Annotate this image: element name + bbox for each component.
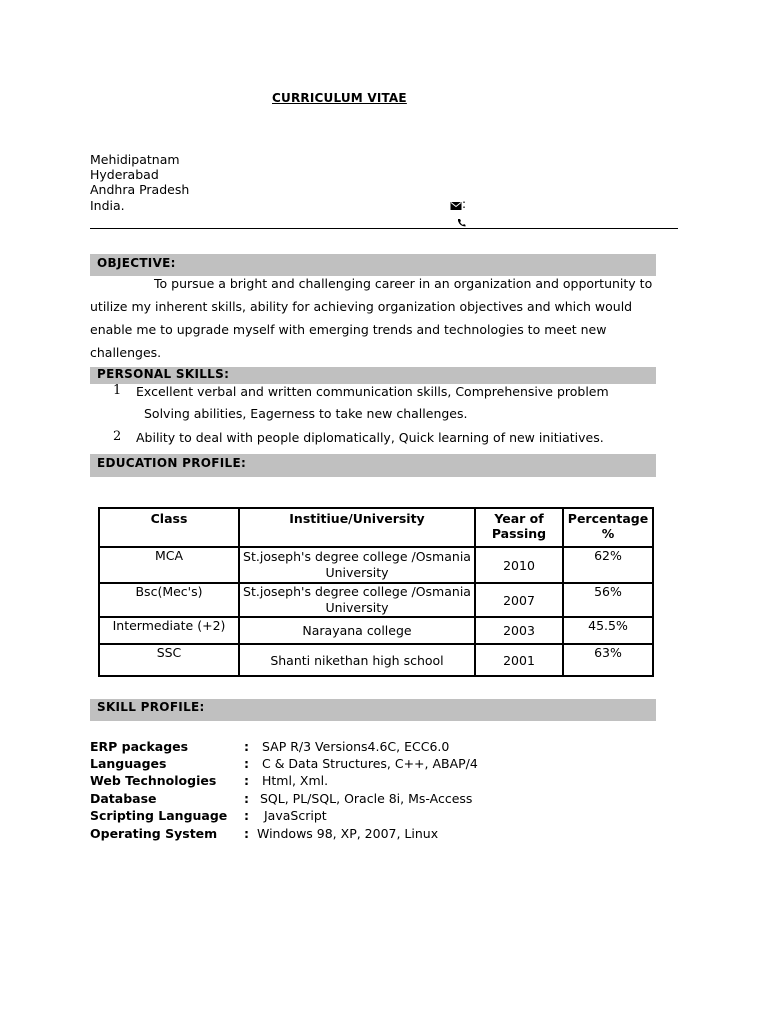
cell-institute: St.joseph's degree college /Osmania University: [239, 547, 475, 583]
column-header-year: Year of Passing: [475, 508, 563, 547]
education-heading-bar: [90, 454, 656, 477]
skill-value: Html, Xml.: [262, 773, 329, 788]
address-line-1: Mehidipatnam: [90, 152, 180, 167]
objective-line-1: To pursue a bright and challenging career in an organization and opportunity to: [154, 276, 653, 291]
address-line-4: India.: [90, 198, 125, 213]
objective-line-2: utilize my inherent skills, ability for achieving organization objectives and which would: [90, 299, 633, 314]
skill-value: SAP R/3 Versions4.6C, ECC6.0: [262, 739, 450, 754]
list-number: 2: [113, 429, 122, 444]
skill-label: Database: [90, 791, 157, 806]
skill-item-1-line-2: Solving abilities, Eagerness to take new challenges.: [144, 406, 468, 421]
skill-profile-heading-bar: [90, 699, 656, 721]
column-header-percentage: Percentage %: [563, 508, 653, 547]
cell-institute: Shanti nikethan high school: [239, 644, 475, 676]
cell-institute: St.joseph's degree college /Osmania University: [239, 583, 475, 617]
skill-item-2-line-1: Ability to deal with people diplomatically, Quick learning of new initiatives.: [136, 430, 604, 445]
cell-institute: Narayana college: [239, 617, 475, 644]
education-heading: EDUCATION PROFILE:: [97, 456, 247, 470]
phone-icon: [457, 215, 466, 224]
objective-line-4: challenges.: [90, 345, 162, 360]
table-row: [99, 617, 653, 644]
cell-percentage: 62%: [563, 547, 653, 583]
address-line-2: Hyderabad: [90, 167, 159, 182]
cell-percentage: 63%: [563, 644, 653, 676]
cell-class: Intermediate (+2): [99, 617, 239, 644]
skill-colon: :: [244, 773, 249, 788]
header-divider: [90, 228, 678, 229]
cell-class: SSC: [99, 644, 239, 676]
personal-skills-heading-bar: [90, 367, 656, 384]
cell-year: 2003: [475, 617, 563, 644]
address-line-3: Andhra Pradesh: [90, 182, 190, 197]
cell-year: 2010: [475, 547, 563, 583]
column-header-institute: Institiue/University: [239, 508, 475, 547]
skill-label: Scripting Language: [90, 808, 228, 823]
skill-value: Windows 98, XP, 2007, Linux: [257, 826, 439, 841]
skill-value: SQL, PL/SQL, Oracle 8i, Ms-Access: [260, 791, 473, 806]
table-row: [99, 644, 653, 676]
cell-class: Bsc(Mec's): [99, 583, 239, 617]
personal-skills-heading: PERSONAL SKILLS:: [97, 367, 230, 381]
skill-label: ERP packages: [90, 739, 189, 754]
cell-year: 2001: [475, 644, 563, 676]
objective-heading: OBJECTIVE:: [97, 256, 176, 270]
contact-colon: :: [462, 197, 467, 211]
objective-line-3: enable me to upgrade myself with emerging trends and technologies to meet new: [90, 322, 607, 337]
skill-colon: :: [244, 739, 249, 754]
cell-class: MCA: [99, 547, 239, 583]
skill-colon: :: [244, 756, 249, 771]
skill-label: Web Technologies: [90, 773, 217, 788]
document-title: CURRICULUM VITAE: [272, 91, 407, 105]
skill-label: Languages: [90, 756, 167, 771]
skill-colon: :: [244, 808, 249, 823]
skill-profile-heading: SKILL PROFILE:: [97, 700, 205, 714]
skill-colon: :: [244, 826, 249, 841]
skill-item-1-line-1: Excellent verbal and written communication skills, Comprehensive problem: [136, 384, 609, 399]
list-number: 1: [113, 383, 122, 398]
envelope-icon: [450, 199, 462, 209]
skill-colon: :: [244, 791, 249, 806]
objective-heading-bar: [90, 254, 656, 276]
cell-percentage: 56%: [563, 583, 653, 617]
education-table: [98, 507, 654, 677]
table-row: [99, 583, 653, 617]
table-header-row: [99, 508, 653, 547]
cell-percentage: 45.5%: [563, 617, 653, 644]
table-row: [99, 547, 653, 583]
skill-value: JavaScript: [264, 808, 327, 823]
column-header-class: Class: [99, 508, 239, 547]
skill-value: C & Data Structures, C++, ABAP/4: [262, 756, 478, 771]
cell-year: 2007: [475, 583, 563, 617]
skill-label: Operating System: [90, 826, 218, 841]
